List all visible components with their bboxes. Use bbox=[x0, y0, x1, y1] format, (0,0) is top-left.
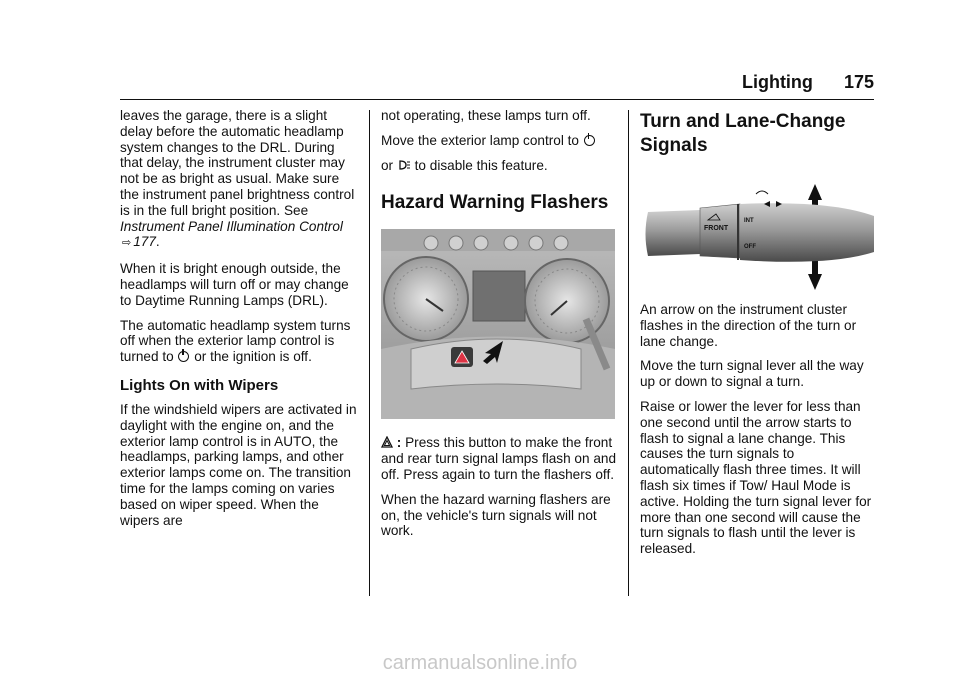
instrument-cluster-illustration bbox=[381, 229, 615, 419]
heading-hazard: Hazard Warning Flashers bbox=[381, 192, 609, 214]
paragraph-text: or bbox=[381, 157, 394, 173]
lever-label-int: INT bbox=[744, 218, 754, 224]
column-right bbox=[640, 108, 876, 566]
paragraph: not operating, these lamps turn off. bbox=[381, 108, 591, 123]
watermark: carmanualsonline.info bbox=[382, 652, 578, 674]
power-off-icon bbox=[584, 135, 595, 146]
lever-drawing bbox=[640, 174, 874, 298]
paragraph: Raise or lower the lever for less than one second until the arrow starts to flash to signal a lane change. This causes the turn signals to automatically flash three times. It will flash six times if Tow/ Haul Mode is active. Holding the turn signal lever for more than one second will cause the turn signals to flash until the lever is released. bbox=[640, 398, 872, 557]
arrow-icon: ⇨ bbox=[122, 237, 132, 250]
label-colon: : bbox=[396, 435, 402, 451]
power-off-icon bbox=[178, 351, 189, 362]
paragraph: Move the turn signal lever all the way up or down to signal a turn. bbox=[640, 358, 864, 390]
heading-turn-signals: Turn and Lane-Change Signals bbox=[640, 111, 846, 156]
paragraph-text: to disable this feature. bbox=[414, 157, 548, 173]
column-middle bbox=[381, 108, 617, 548]
headlamp-icon bbox=[397, 159, 411, 171]
paragraph-text: The automatic headlamp system turns off when the exterior lamp control is turned to bbox=[120, 317, 351, 365]
section-title: Lighting bbox=[741, 72, 813, 92]
paragraph-text: Press this button to make the front and rear turn signal lamps flash on and off. Press again to turn the flashers off. bbox=[381, 435, 617, 482]
paragraph bbox=[381, 133, 617, 149]
paragraph bbox=[381, 435, 617, 482]
paragraph bbox=[120, 318, 358, 365]
paragraph: An arrow on the instrument cluster flashes in the direction of the turn or lane change. bbox=[640, 302, 857, 349]
lever-label-off: OFF bbox=[744, 244, 756, 250]
subheading-wipers: Lights On with Wipers bbox=[120, 376, 279, 394]
paragraph: When it is bright enough outside, the headlamps will turn off or may change to Daytime Running Lamps (DRL). bbox=[120, 261, 349, 308]
column-left bbox=[120, 108, 358, 537]
column-divider-1 bbox=[369, 110, 370, 596]
paragraph: When the hazard warning flashers are on, the vehicle's turn signals will not work. bbox=[381, 491, 611, 539]
lever-label-front: FRONT bbox=[704, 225, 729, 232]
paragraph bbox=[120, 108, 358, 252]
paragraph-text: leaves the garage, there is a slight delay before the automatic headlamp system changes to the DRL. During that delay, the instrument cluster may not be as bright as usual. Make sure the instrument panel brightness control is in the full bright position. See bbox=[120, 108, 355, 218]
cross-reference-page[interactable]: 177 bbox=[133, 234, 156, 250]
paragraph-text: . bbox=[155, 234, 160, 250]
column-divider-2 bbox=[628, 110, 629, 596]
hazard-warning-icon bbox=[381, 436, 393, 448]
header-rule bbox=[120, 99, 874, 100]
cross-reference-link[interactable]: Instrument Panel Illumination Control bbox=[120, 218, 343, 234]
dashboard-photo bbox=[381, 229, 615, 419]
paragraph bbox=[381, 158, 617, 174]
paragraph-text: Move the exterior lamp control to bbox=[381, 132, 579, 148]
turn-signal-lever-illustration bbox=[640, 174, 874, 298]
paragraph-text: or the ignition is off. bbox=[194, 349, 312, 365]
page-number: 175 bbox=[843, 72, 874, 92]
paragraph: If the windshield wipers are activated in daylight with the engine on, and the exterior lamp control is in AUTO, the headlamps, parking lamps, and other exterior lamps come on. The transition time for the lamps coming on varies based on wiper speed. When the wipers are bbox=[120, 401, 357, 528]
page-header bbox=[742, 72, 874, 96]
